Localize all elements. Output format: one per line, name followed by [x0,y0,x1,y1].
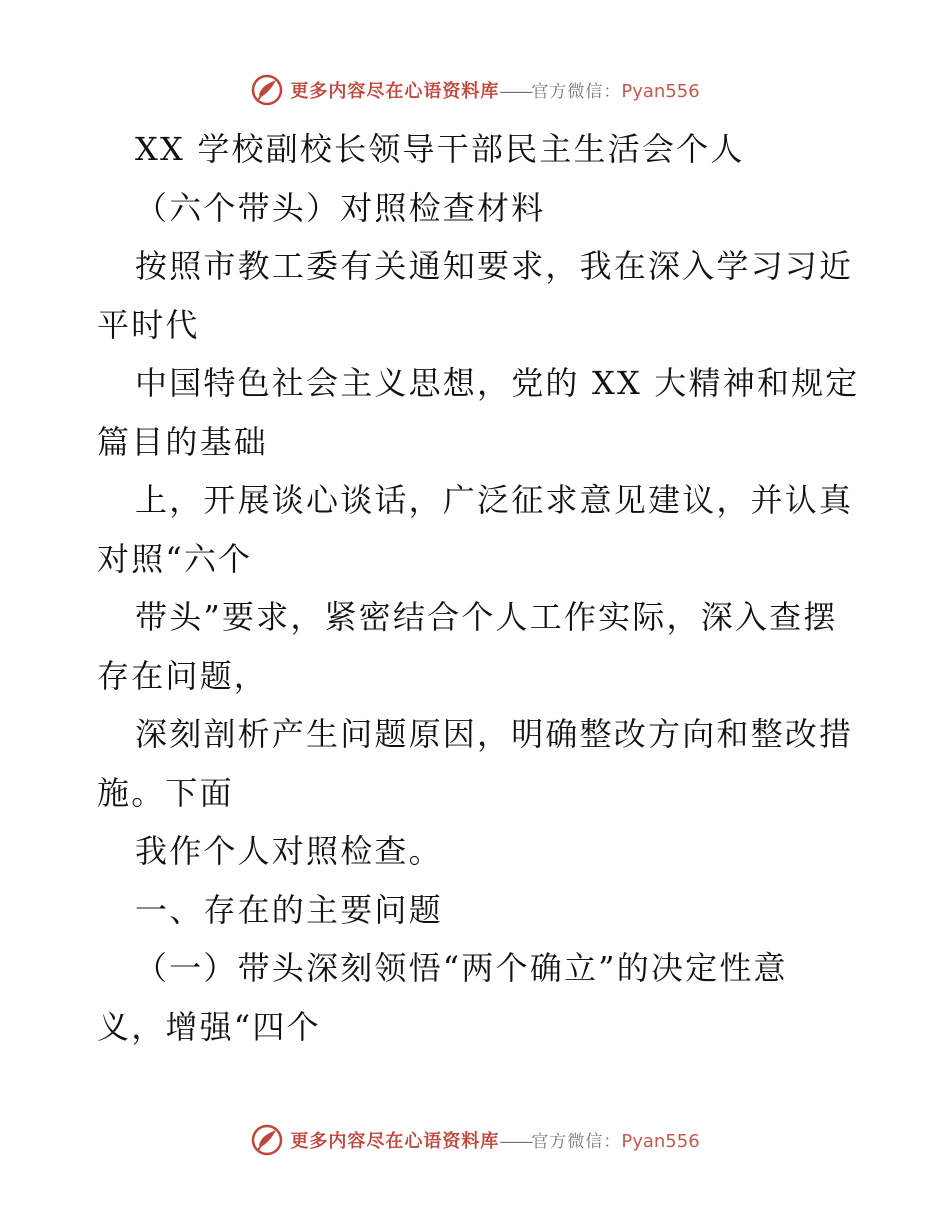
paragraph-line: 篇目的基础 [97,422,269,461]
banner-wechat-id: Pyan556 [621,1131,700,1152]
banner-dash: — [499,81,516,102]
pen-logo-icon [250,73,284,107]
section-heading: 一、存在的主要问题 [135,890,443,929]
banner-wechat-label: 官方微信： [531,1132,622,1152]
footer-watermark-banner: 更多内容尽在心语资料库——官方微信：Pyan556 [0,1120,950,1160]
document-title-line-2: （六个带头）对照检查材料 [135,188,546,227]
document-title-line-1: XX 学校副校长领导干部民主生活会个人 [135,130,745,168]
header-watermark-banner: 更多内容尽在心语资料库——官方微信：Pyan556 [0,70,950,110]
paragraph-line: 按照市教工委有关通知要求，我在深入学习习近 [135,247,854,285]
paragraph-line: 深刻剖析产生问题原因，明确整改方向和整改措 [135,715,854,753]
paragraph-line: 对照“六个 [97,539,253,578]
paragraph-line: 中国特色社会主义思想，党的 XX 大精神和规定 [135,364,860,402]
paragraph-line: 义，增强“四个 [97,1007,321,1046]
paragraph-line: 平时代 [97,305,200,344]
banner-wechat-id: Pyan556 [621,81,700,102]
paragraph-line: 我作个人对照检查。 [135,832,443,870]
document-body [97,120,860,1056]
paragraph-line: 施。下面 [97,773,234,812]
pen-logo-icon [250,1123,284,1157]
banner-wechat-label: 官方微信： [531,82,622,102]
subsection-heading: （一）带头深刻领悟“两个确立”的决定性意 [135,949,788,987]
banner-brand-text: 更多内容尽在心语资料库 [290,1131,500,1152]
banner-dash: — [499,1131,516,1152]
banner-brand-text: 更多内容尽在心语资料库 [290,81,500,102]
paragraph-line: 带头”要求，紧密结合个人工作实际，深入查摆 [135,598,838,636]
paragraph-line: 存在问题， [97,656,269,695]
paragraph-line: 上，开展谈心谈话，广泛征求意见建议，并认真 [135,481,854,519]
